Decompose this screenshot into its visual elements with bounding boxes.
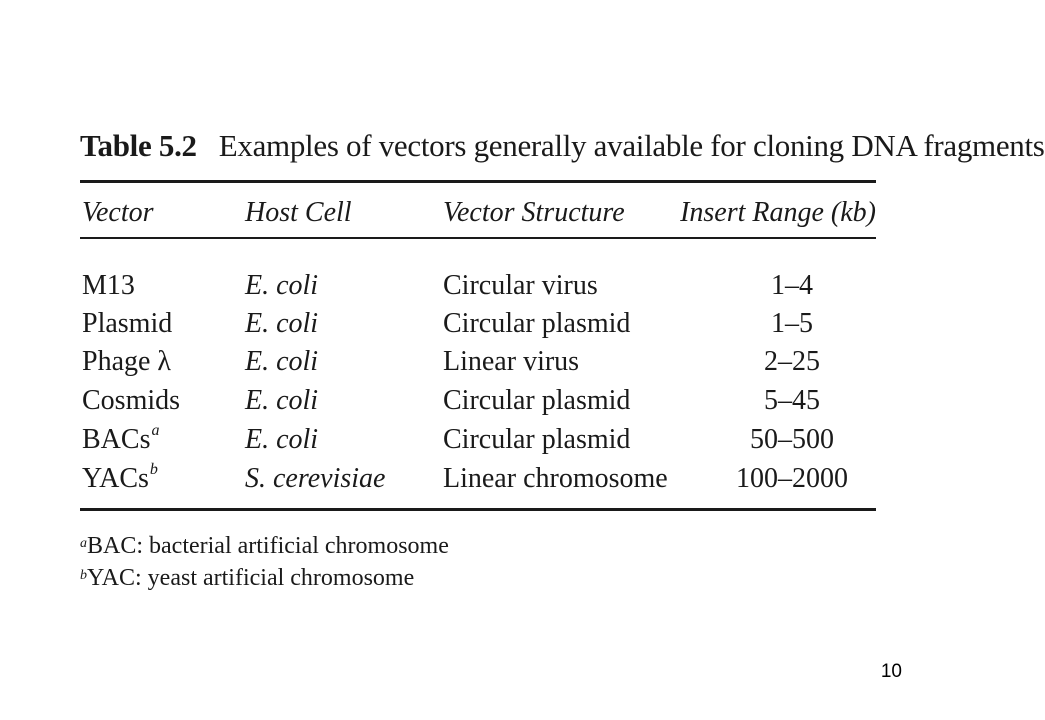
cell-structure: Circular virus xyxy=(443,270,598,301)
cell-range: 5–45 xyxy=(764,385,820,416)
table-title: Examples of vectors generally available for cloning DNA fragments xyxy=(218,128,1045,163)
table-label: Table 5.2 xyxy=(80,128,197,163)
cell-vector: Cosmids xyxy=(82,385,181,416)
cell-range: 100–2000 xyxy=(736,463,848,494)
cell-range: 1–5 xyxy=(771,308,813,339)
header-vector: Vector xyxy=(82,197,154,228)
cell-host: E. coli xyxy=(245,308,319,339)
table-bottom-rule xyxy=(80,508,876,511)
cell-structure: Circular plasmid xyxy=(443,385,631,416)
cell-structure: Linear chromosome xyxy=(443,463,668,494)
table-top-rule xyxy=(80,180,876,183)
header-vector-structure: Vector Structure xyxy=(443,197,625,228)
cell-structure: Circular plasmid xyxy=(443,308,631,339)
cell-structure: Linear virus xyxy=(443,346,580,377)
footnote-yac: $^b$YAC: yeast artificial chromosome xyxy=(80,565,415,591)
cell-vector: Phage λ xyxy=(82,346,172,377)
cell-structure: Circular plasmid xyxy=(443,424,631,455)
footnote-bac: $^a$BAC: bacterial artificial chromosome xyxy=(80,533,449,559)
cell-vector: M13 xyxy=(82,270,135,301)
cell-range: 50–500 xyxy=(750,424,834,455)
cell-range: 2–25 xyxy=(764,346,820,377)
cell-host: E. coli xyxy=(245,424,319,455)
table-caption xyxy=(80,128,1045,164)
cell-host: E. coli xyxy=(245,385,319,416)
cell-vector: YACs$^b$ xyxy=(82,461,158,494)
table-header-rule xyxy=(80,237,876,239)
cell-range: 1–4 xyxy=(771,270,813,301)
footnote-marker: a xyxy=(151,422,160,439)
cell-host: E. coli xyxy=(245,346,319,377)
cell-vector: BACs$^a$ xyxy=(82,422,160,455)
header-insert-range: Insert Range (kb) xyxy=(680,197,876,228)
page-number: 10 xyxy=(880,661,902,682)
cell-vector: Plasmid xyxy=(82,308,173,339)
header-host-cell: Host Cell xyxy=(245,197,352,228)
cell-host: S. cerevisiae xyxy=(245,463,386,494)
cell-host: E. coli xyxy=(245,270,319,301)
footnote-marker: b xyxy=(149,461,158,478)
table-footnotes xyxy=(80,530,449,594)
